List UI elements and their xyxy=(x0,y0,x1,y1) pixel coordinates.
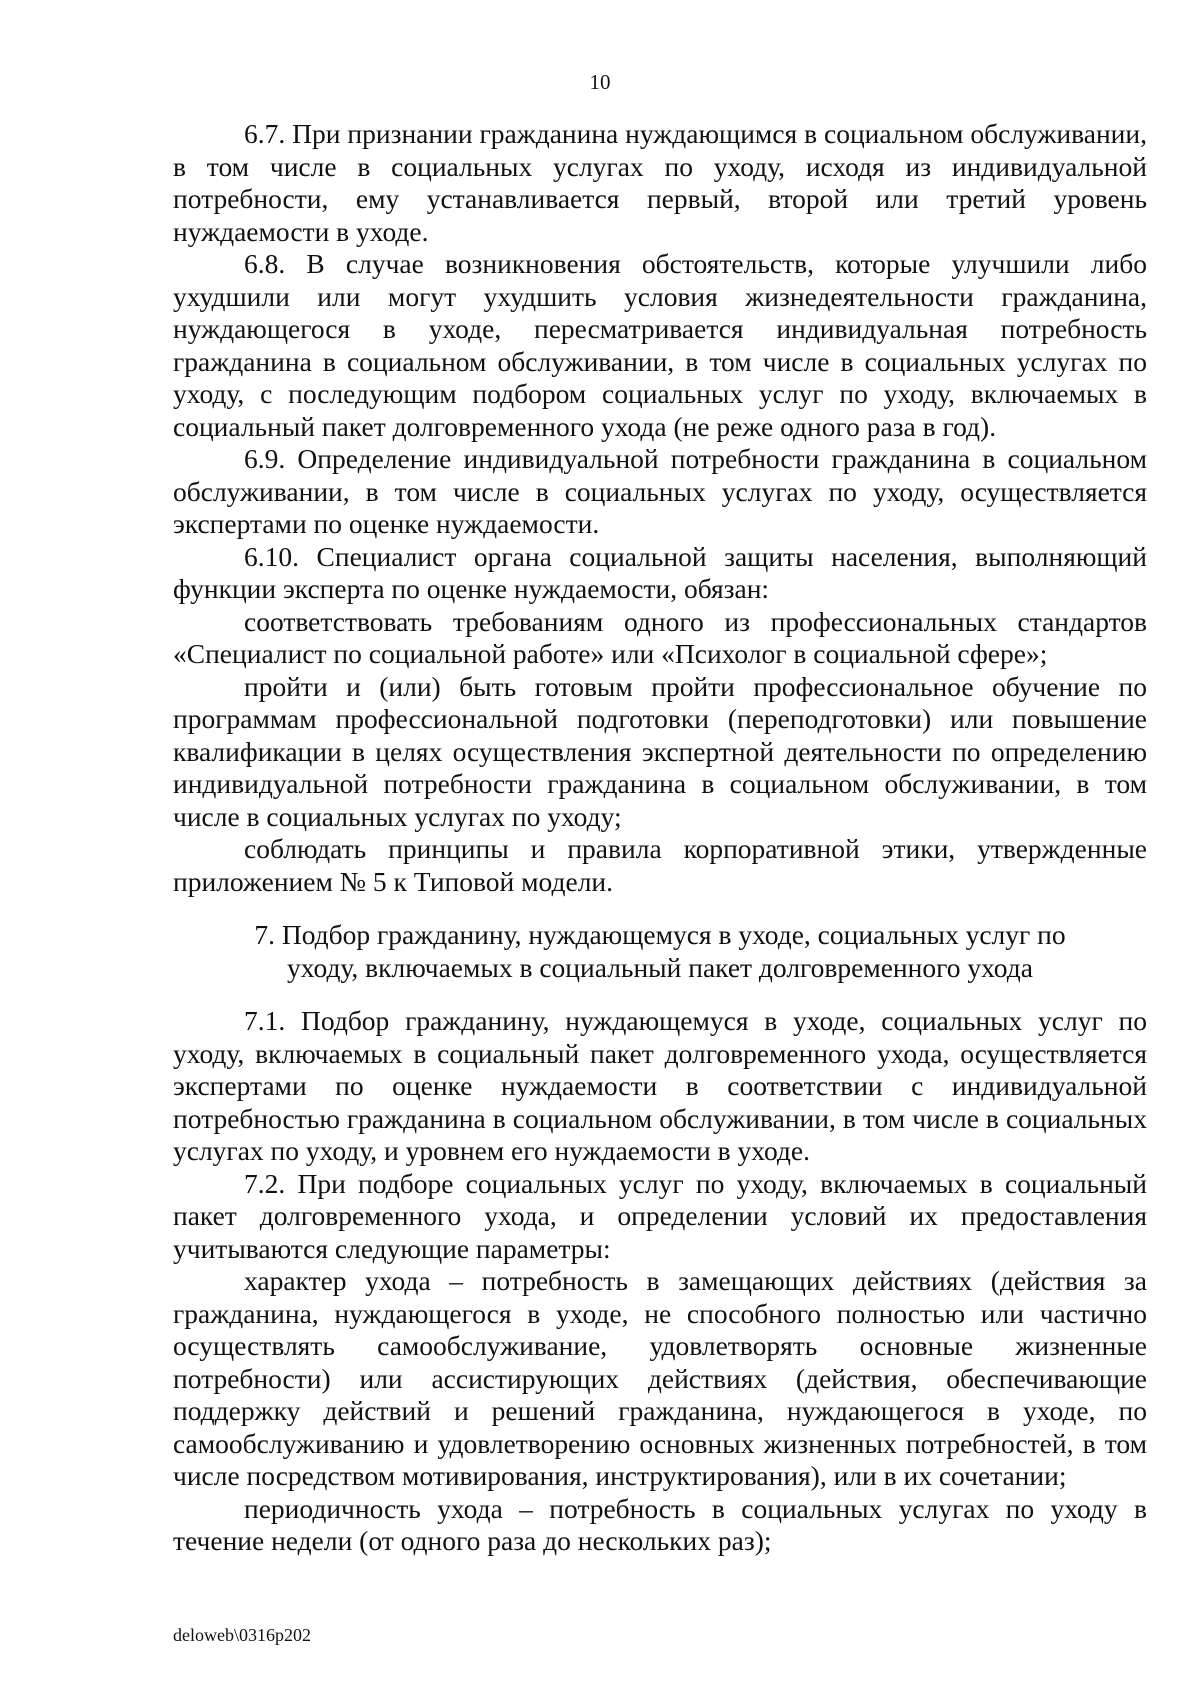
parameter-care-type: характер ухода – потребность в замещающих действиях (действия за гражданина, нуждающегося в уходе, не способного полностью или частично осуществлять самообслуживание, удовлетворять основные жизненные потребности) или ассистирующих действиях (действия, обеспечивающие поддержку действий и решений гражданина, нуждающегося в уходе, по самообслуживанию и удовлетворению основных жизненных потребностей, в том числе посредством мотивирования, инструктирования), или в их сочетании; xyxy=(173,1265,1147,1491)
paragraph-6-9: 6.9. Определение индивидуальной потребности гражданина в социальном обслуживании, в том числе в социальных услугах по уходу, осуществляется экспертами по оценке нуждаемости. xyxy=(173,443,1147,539)
paragraph-6-10: 6.10. Специалист органа социальной защиты населения, выполняющий функции эксперта по оценке нуждаемости, обязан: xyxy=(173,540,1147,604)
requirement-training: пройти и (или) быть готовым пройти профессиональное обучение по программам профессиональной подготовки (переподготовки) или повышение квалификации в целях осуществления экспертной деятельности по определению индивидуальной потребности гражданина в социальном обслуживании, в том числе в социальных услугах по уходу; xyxy=(173,670,1147,832)
paragraph-6-7: 6.7. При признании гражданина нуждающимся в социальном обслуживании, в том числе в социальных услугах по уходу, исходя из индивидуальной потребности, ему устанавливается первый, второй или третий уровень нуждаемости в уходе. xyxy=(173,118,1147,247)
document-body xyxy=(173,118,1147,1558)
parameter-care-frequency: периодичность ухода – потребность в социальных услугах по уходу в течение недели (от одного раза до нескольких раз); xyxy=(173,1492,1147,1556)
section-heading-7: 7. Подбор гражданину, нуждающемуся в уходе, социальных услуг по уходу, включаемых в социальный пакет долговременного ухода xyxy=(254,919,1066,983)
document-footer-code: deloweb\0316p202 xyxy=(173,1625,311,1645)
paragraph-7-2: 7.2. При подборе социальных услуг по уходу, включаемых в социальный пакет долговременного ухода, и определении условий их предоставления учитываются следующие параметры: xyxy=(173,1167,1147,1264)
paragraph-7-1: 7.1. Подбор гражданину, нуждающемуся в уходе, социальных услуг по уходу, включаемых в социальный пакет долговременного ухода, осуществляется экспертами по оценке нуждаемости в соответствии с индивидуальной потребностью гражданина в социальном обслуживании, в том числе в социальных услугах по уходу, и уровнем его нуждаемости в уходе. xyxy=(173,1005,1147,1166)
page-number: 10 xyxy=(589,70,611,94)
requirement-ethics: соблюдать принципы и правила корпоративной этики, утвержденные приложением № 5 к Типовой модели. xyxy=(173,833,1147,897)
paragraph-6-8: 6.8. В случае возникновения обстоятельств, которые улучшили либо ухудшили или могут ухудшить условия жизнедеятельности гражданина, нуждающегося в уходе, пересматривается индивидуальная потребность гражданина в социальном обслуживании, в том числе в социальных услугах по уходу, с последующим подбором социальных услуг по уходу, включаемых в социальный пакет долговременного ухода (не реже одного раза в год). xyxy=(173,248,1147,442)
requirement-standards: соответствовать требованиям одного из профессиональных стандартов «Специалист по социальной работе» или «Психолог в социальной сфере»; xyxy=(173,605,1147,669)
